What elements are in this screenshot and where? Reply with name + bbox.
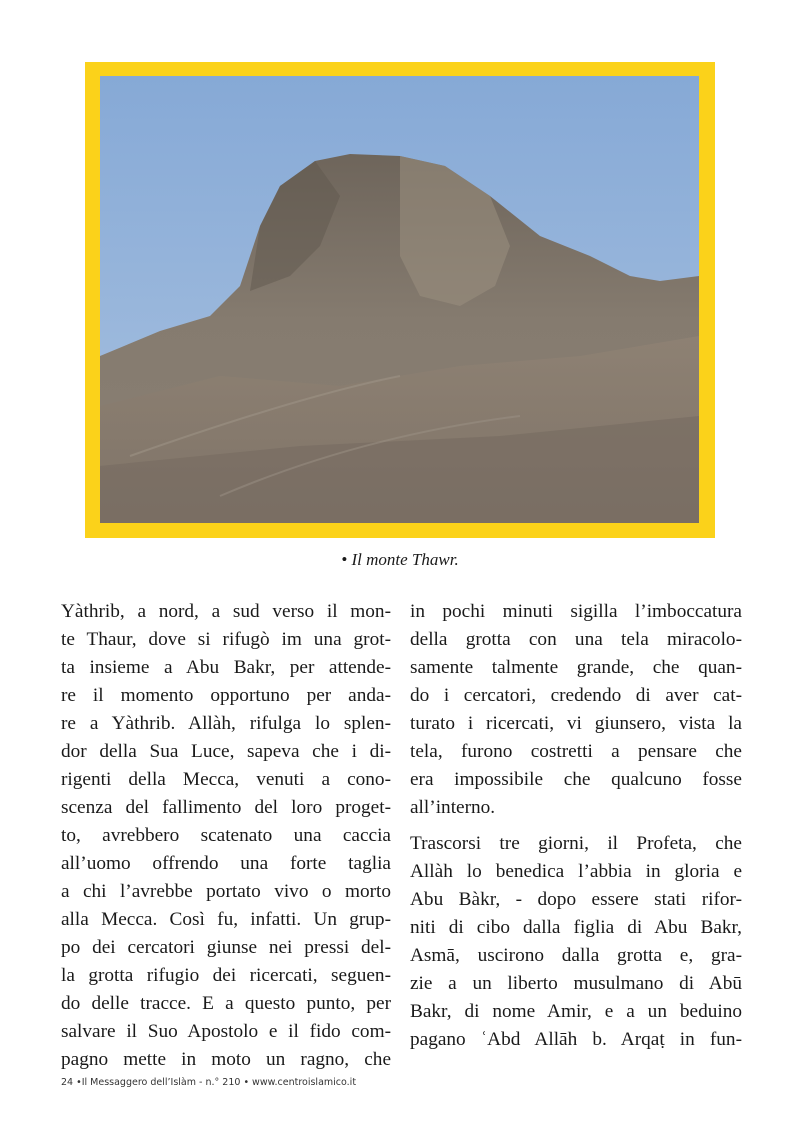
text-line: della grotta con una tela miracolo- <box>410 629 742 650</box>
text-line: zie a un liberto musulmano di Abū <box>410 973 742 994</box>
text-line: era impossibile che qualcuno fosse <box>410 769 742 790</box>
text-line: Allàh lo benedica l’abbia in gloria e <box>410 861 742 882</box>
text-line: Abu Bàkr, - dopo essere stati rifor- <box>410 889 742 910</box>
text-line: to, avrebbero scatenato una caccia <box>61 825 391 846</box>
paragraph <box>61 598 391 1074</box>
text-line: pagano ʿAbd Allāh b. Arqaṭ in fun- <box>410 1029 742 1050</box>
text-line: dor della Sua Luce, sapeva che i di- <box>61 741 391 762</box>
text-line: do delle tracce. E a questo punto, per <box>61 993 391 1014</box>
text-line: niti di cibo dalla figlia di Abu Bakr, <box>410 917 742 938</box>
text-line: re a Yàthrib. Allàh, rifulga lo splen- <box>61 713 391 734</box>
text-line: re il momento opportuno per anda- <box>61 685 391 706</box>
text-line: la grotta rifugio dei ricercati, seguen- <box>61 965 391 986</box>
text-line: in pochi minuti sigilla l’imboccatura <box>410 601 742 622</box>
text-line: a chi l’avrebbe portato vivo o morto <box>61 881 391 902</box>
paragraph <box>410 830 742 1054</box>
text-line: rigenti della Mecca, venuti a cono- <box>61 769 391 790</box>
text-line: te Thaur, dove si rifugò im una grot- <box>61 629 391 650</box>
text-line: pagno mette in moto un ragno, che <box>61 1049 391 1070</box>
right-column <box>410 598 742 1054</box>
text-line: turato i ricercati, vi giunsero, vista la <box>410 713 742 734</box>
text-line: Bakr, di nome Amir, e a un beduino <box>410 1001 742 1022</box>
paragraph <box>410 598 742 822</box>
left-column <box>61 598 391 1074</box>
text-line: po dei cercatori giunse nei pressi del- <box>61 937 391 958</box>
text-line: tela, furono costretti a pensare che <box>410 741 742 762</box>
text-line: Trascorsi tre giorni, il Profeta, che <box>410 833 742 854</box>
photo-frame <box>85 62 715 538</box>
text-line: do i cercatori, credendo di aver cat- <box>410 685 742 706</box>
page-footer: 24 •Il Messaggero dell’Islàm - n.° 210 • www.centroislamico.it <box>61 1077 357 1088</box>
photo-caption: • Il monte Thawr. <box>341 550 459 569</box>
mountain-illustration <box>100 76 699 523</box>
text-line: alla Mecca. Così fu, infatti. Un grup- <box>61 909 391 930</box>
text-line: Asmā, uscirono dalla grotta e, gra- <box>410 945 742 966</box>
text-line: scenza del fallimento del loro proget- <box>61 797 391 818</box>
text-line: samente talmente grande, che quan- <box>410 657 742 678</box>
text-line: Yàthrib, a nord, a sud verso il mon- <box>61 601 391 622</box>
text-line: salvare il Suo Apostolo e il fido com- <box>61 1021 391 1042</box>
mountain-photo <box>100 76 699 523</box>
text-line: ta insieme a Abu Bakr, per attende- <box>61 657 391 678</box>
text-line: all’uomo offrendo una forte taglia <box>61 853 391 874</box>
text-line: all’interno. <box>410 797 496 818</box>
